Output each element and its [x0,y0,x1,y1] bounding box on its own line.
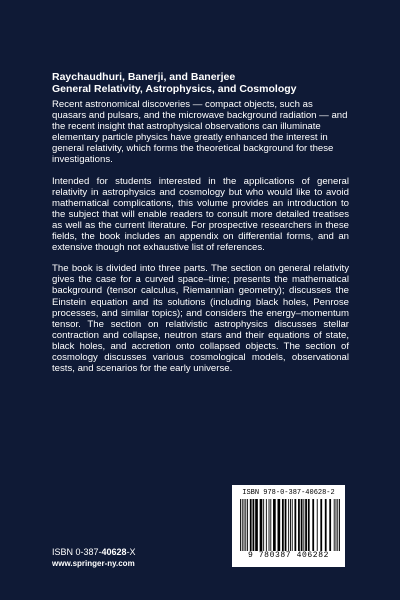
barcode-bar [250,499,252,551]
barcode-bar [290,499,291,551]
barcode-bar [247,499,248,551]
barcode-bar [292,499,293,551]
blurb-paragraph-3: The book is divided into three parts. The section on general relativity gives the case for a curved space–time; presents the mathematical background (tensor calculus, Riemannian geometry); discusses the Einstein equation and its solutions (including black holes, Penrose processes, and similar topics); and considers the energy–momentum tensor. The section on relativistic astrophysics discusses stellar contraction and collapse, neutron stars and their equations of state, black holes, and accretion onto collapsed objects. The section of cosmology discusses various cosmological models, observational tests, and scenarios for the early universe. [52,263,349,375]
barcode-bar [337,499,338,551]
barcode-bar [282,499,284,551]
barcode-bar [240,499,241,551]
isbn-suffix: -X [126,547,136,557]
book-title: General Relativity, Astrophysics, and Cosmology [52,83,297,95]
barcode-bar [320,499,322,551]
barcode-bar [308,499,310,551]
barcode-bar [263,499,264,551]
barcode-bar [312,499,314,551]
isbn-prefix: ISBN 0-387- [52,547,102,557]
barcode-bar [285,499,287,551]
barcode-bar [245,499,246,551]
authors-line: Raychaudhuri, Banerji, and Banerjee [52,71,236,83]
blurb [52,99,349,384]
barcode-bar [288,499,289,551]
barcode-bar [244,499,245,551]
barcode-bar [305,499,307,551]
blurb-paragraph-1: Recent astronomical discoveries — compact objects, such as quasars and pulsars, and the microwave background radiation — and the recent insight that astrophysical observations can illuminate elementary particle physics have greatly enhanced the interest in general relativity, which forms the theoretical background for these investigations. [52,99,348,166]
cover-header [52,71,352,95]
barcode-bar [334,499,335,551]
barcode-bars [240,499,340,551]
isbn-bold: 40628 [101,547,127,557]
barcode-bar [298,499,300,551]
isbn-block [52,546,136,569]
barcode-digits: 9 780387 406282 [247,551,329,560]
barcode-bar [294,499,296,551]
barcode-bar [336,499,337,551]
barcode-bar [339,499,340,551]
barcode-bar [266,499,267,551]
isbn-10 [52,546,136,558]
barcode-bar [270,499,271,551]
barcode [232,485,345,567]
barcode-bar [260,499,263,551]
barcode-bar [253,499,255,551]
barcode-bar [273,499,276,551]
barcode-bar [317,499,318,551]
barcode-isbn13: ISBN 978-0-387-40628-2 [242,489,335,497]
barcode-bar [303,499,304,551]
publisher-url: www.springer-ny.com [52,559,135,568]
blurb-paragraph-2: Intended for students interested in the applications of general relativity in astrophysics and cosmology but who would like to avoid mathematical complications, this volume provides an introduction to the subject that will enable readers to consult more detailed treatises as well as the current literature. For prospective researchers in these fields, the book includes an appendix on differential forms, and an extensive though not exhaustive list of references. [52,175,349,254]
barcode-bar [301,499,303,551]
barcode-bar [329,499,331,551]
barcode-bar [325,499,327,551]
barcode-bar [242,499,243,551]
barcode-bar [255,499,258,551]
barcode-bar [269,499,270,551]
barcode-bar [278,499,281,551]
